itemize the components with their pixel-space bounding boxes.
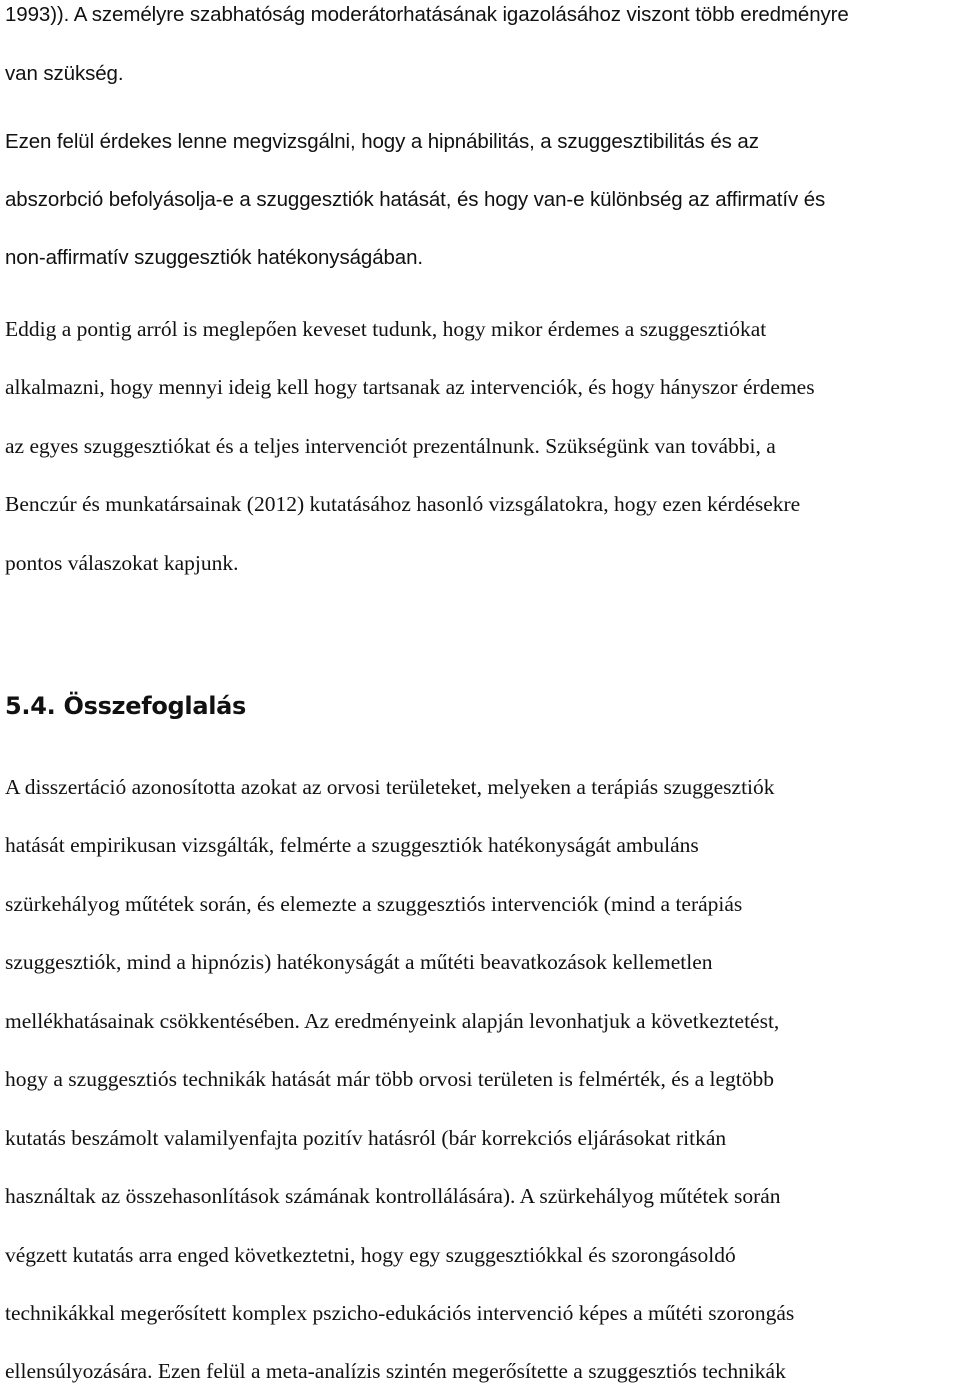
text-line: 1993)). A személyre szabhatóság moderátorhatásának igazolásához viszont több eredményre bbox=[5, 3, 849, 26]
text-line: pontos válaszokat kapjunk. bbox=[5, 551, 239, 575]
text-line: van szükség. bbox=[5, 62, 124, 85]
section-heading: 5.4. Összefoglalás bbox=[5, 692, 247, 720]
text-line: hatását empirikusan vizsgálták, felmérte a szuggesztiók hatékonyságát ambuláns bbox=[5, 833, 699, 857]
text-line: hogy a szuggesztiós technikák hatását már több orvosi területen is felmérték, és a legtöbb bbox=[5, 1067, 774, 1091]
text-line: non-affirmatív szuggesztiók hatékonyságában. bbox=[5, 246, 424, 269]
text-line: A disszertáció azonosította azokat az orvosi területeket, melyeken a terápiás szuggesztiók bbox=[5, 775, 775, 799]
text-line: szuggesztiók, mind a hipnózis) hatékonyságát a műtéti beavatkozások kellemetlen bbox=[5, 950, 713, 974]
text-line: ellensúlyozására. Ezen felül a meta-analízis szintén megerősítette a szuggesztiós technikák bbox=[5, 1359, 786, 1383]
text-line: abszorbció befolyásolja-e a szuggesztiók hatását, és hogy van-e különbség az affirmatív és bbox=[5, 188, 826, 211]
text-line: technikákkal megerősített komplex pszicho-edukációs intervenció képes a műtéti szorongás bbox=[5, 1301, 795, 1325]
text-line: szürkehályog műtétek során, és elemezte a szuggesztiós intervenciók (mind a terápiás bbox=[5, 892, 743, 916]
text-line: használtak az összehasonlítások számának kontrollálására). A szürkehályog műtétek során bbox=[5, 1184, 781, 1208]
text-line: az egyes szuggesztiókat és a teljes intervenciót prezentálnunk. Szükségünk van további, a bbox=[5, 434, 776, 458]
text-line: Eddig a pontig arról is meglepően keveset tudunk, hogy mikor érdemes a szuggesztiókat bbox=[5, 317, 767, 341]
text-line: Ezen felül érdekes lenne megvizsgálni, hogy a hipnábilitás, a szuggesztibilitás és az bbox=[5, 130, 759, 153]
text-line: kutatás beszámolt valamilyenfajta pozitív hatásról (bár korrekciós eljárásokat ritkán bbox=[5, 1126, 727, 1150]
text-line: végzett kutatás arra enged következtetni, hogy egy szuggesztiókkal és szorongásoldó bbox=[5, 1243, 736, 1267]
text-line: Benczúr és munkatársainak (2012) kutatásához hasonló vizsgálatokra, hogy ezen kérdésekre bbox=[5, 492, 801, 516]
text-line: alkalmazni, hogy mennyi ideig kell hogy tartsanak az intervenciók, és hogy hányszor érdemes bbox=[5, 375, 815, 399]
text-line: mellékhatásainak csökkentésében. Az eredményeink alapján levonhatjuk a következtetést, bbox=[5, 1009, 780, 1033]
